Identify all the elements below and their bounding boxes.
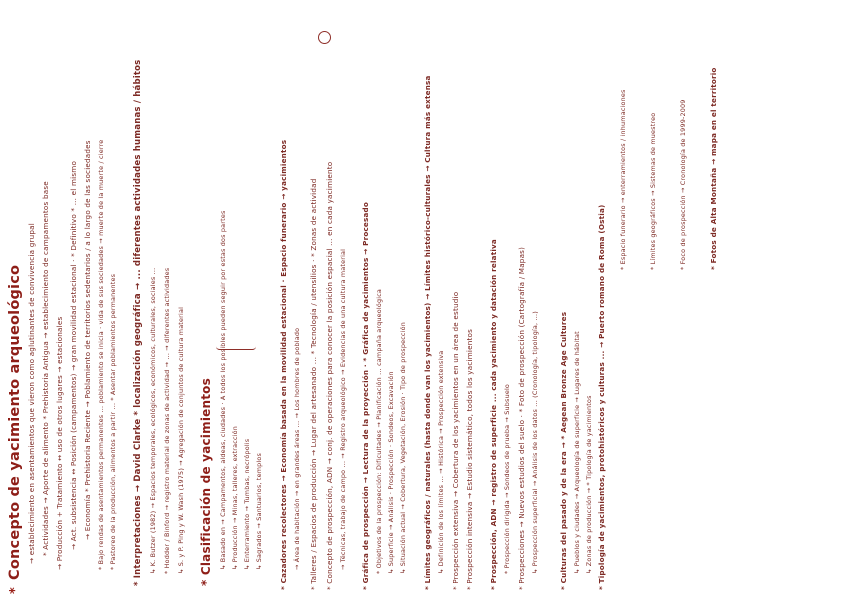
margin-note-3: * Foco de prospección → Cronología de 1999-2009 [679,99,687,270]
prospeccion-line-3: * Prospecciones → Nuevos estudios del suelo · * Foto de prospección (Cartografía / Mapas) [517,246,526,590]
intro-line-7: * Pastoreo de la producción, alimentos a partir ... * Asentar poblamientos permanentes [109,273,117,570]
cazadores-line-1: * Cazadores recolectores → Economía basada en la movilidad estacional · Espacio funerario → yacimientos [279,139,288,590]
prospeccion-line-2: * Prospección dirigida → Sondeos de prueba → Subsuelo [503,383,511,574]
intro-line-1: → establecimiento en asentamientos que vieron como aglutinantes de convivencia grupal [27,223,36,564]
margin-note-1: * Espacio funerario → enterramientos / inhumaciones [619,89,627,270]
clasificacion-line-4: ↳ Sagrados → Santuarios, templos [255,452,263,570]
limites-line-3: * Prospección extensiva → Cobertura de los yacimientos en un área de estudio [451,291,460,590]
cazadores-line-3: * Talleres / Espacios de producción → Lugar del artesanado ... * Tecnología / utensilios · * Zonas de actividad [309,178,318,590]
culturas-line-3: ↳ Zonas de producción → * Tipología de yacimientos [585,395,593,574]
bullet-star-icon: * [8,587,23,594]
clasificacion-line-2: ↳ Producción → Minas, talleres, extracción [231,426,239,570]
intro-line-5: → Economía * Prehistoria Reciente → Poblamiento de territorios sedentarios / a lo largo de las sociedades [83,140,92,540]
circle-mark-icon [318,31,331,44]
interpretaciones-line-3: * Hodder / Binford → registro material de zonas de actividad → ... → diferentes actividades [163,267,171,574]
cazadores-line-5: → Técnicas, trabajo de campo ... → Registro arqueológico → Evidencias de una cultura material [339,248,347,570]
clasificacion-line-1: ↳ Basado en → Campamentos, aldeas, ciudades · A todos los posibles pueden seguir por estas dos partes [219,210,227,570]
prospeccion-line-1: * Prospección, ADN → registro de superficie ... cada yacimiento y datación relativa [489,239,498,590]
culturas-line-1: * Culturas del pasado y de la era → * Aegean Bronze Age Cultures [559,311,568,590]
margin-note-4: * Fotos de Alta Montaña → mapa en el territorio [709,67,718,270]
intro-line-2: * Actividades → Aporte de alimento * Prehistoria Antigua → establecimiento de campamentos base [41,181,50,556]
grafica-line-2: * Objetivos de la prospección: Dificultades → Planificación ... campaña arqueológica [375,288,383,574]
interpretaciones-line-4: ↳ S. y P. Ping y W. Wash (1975) → Agregación de conjuntos de cultura material [177,306,185,574]
interpretaciones-line-1: * Interpretaciones → David Clarke * localización geográfica → ... diferentes actividades humanas / hábitos [133,59,143,586]
interpretaciones-line-2: ↳ K. Butzer (1982) → Espacios temporales, ecológicos, económicos, culturales, sociales ... [149,267,157,574]
intro-line-3: → Producción + Tratamiento ↔ uso de otros lugares → estacionales [55,316,64,570]
cazadores-line-2: → Área de habitación → en grandes áreas ... → Los hombres de poblado [293,327,301,570]
prospeccion-line-4: ↳ Prospección superficial → Análisis de los datos ... (Cronología, tipología, ...) [531,311,539,574]
grafica-line-3: ↳ Superficie → Análisis · Prospección · Sondeos, Excavación [387,371,395,574]
limites-line-2: ↳ Definición de los límites ... → Histórica → Prospección extensiva [437,350,445,574]
grafica-line-4: ↳ Situación actual → Cobertura, Vegetación, Erosión · Tipo de prospección [399,322,407,574]
culturas-line-4: * Tipología de yacimientos, protohistóricos y culturas ... → Puerto romano de Roma (Ostia) [597,204,606,590]
grafica-line-1: * Gráfica de prospección → Lectura de la proyección · * Gráfica de yacimientos → Procesado [361,202,370,590]
margin-note-2: * Límites geográficos → Sistemas de muestreo [649,112,657,270]
clasificacion-line-3: ↳ Enterramiento → Tumbas, necrópolis [243,438,251,570]
notes-title: Concepto de yacimiento arqueológico [7,264,23,580]
culturas-line-2: ↳ Pueblos y ciudades → Arqueología de superficie → Lugares de hábitat [573,331,581,574]
intro-line-4: → Act. subsistencia ↔ Posición (campamentos) → gran movilidad estacional · * Definitivo * ... el mismo [69,160,78,550]
limites-line-4: * Prospección intensiva → Estudio sistemático, todos los yacimientos [465,328,474,590]
cazadores-line-4: * Concepto de prospección, ADN → conj. de operaciones para conocer la posición espacial ... en cada yacimiento [325,161,334,590]
limites-line-1: * Límites geográficos / naturales (hasta donde van los yacimientos) → Límites histórico-culturales → Cultura más extensa [423,75,432,590]
clasificacion-heading: * Clasificación de yacimientos [199,378,213,586]
intro-line-6: * Bajo rendas de asentamientos permanentes ... poblamiento se inicia · vida de sus sociedades → muerte de la muerte / cierre [97,139,105,570]
